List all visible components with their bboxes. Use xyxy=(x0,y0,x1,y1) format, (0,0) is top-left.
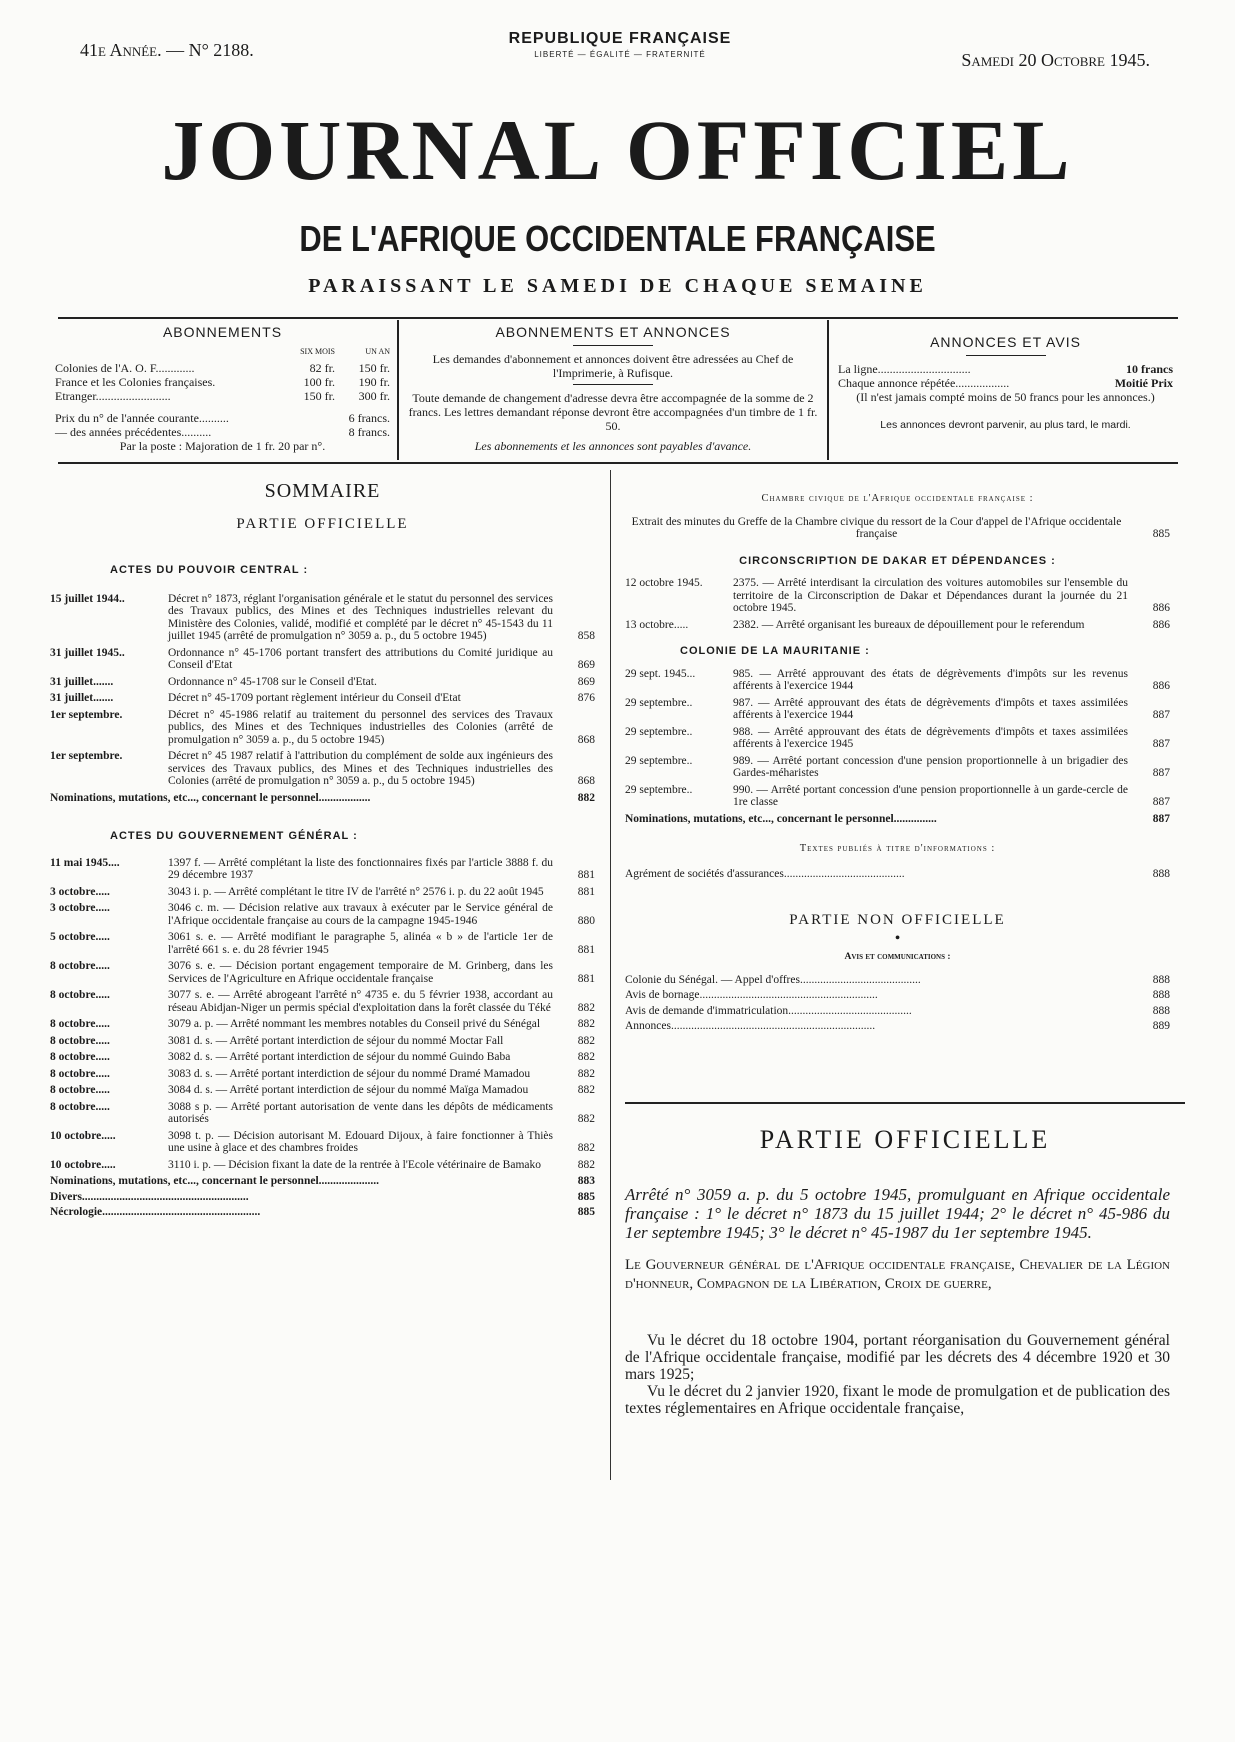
subscription-six-months: 100 fr. xyxy=(303,375,335,389)
entry-date: 31 juillet 1945.. xyxy=(50,646,125,659)
column-separator xyxy=(610,470,611,1480)
entry-page: 882 xyxy=(577,1158,595,1171)
subscription-one-year: 190 fr. xyxy=(358,375,390,389)
partie-officielle-heading: PARTIE OFFICIELLE xyxy=(236,515,409,532)
entry-page: 882 xyxy=(577,1113,595,1125)
entry-page: 881 xyxy=(577,943,595,956)
entry-text: 2382. — Arrêté organisant les bureaux de dépouillement pour le referendum xyxy=(733,618,1085,631)
sommaire-entry xyxy=(625,1020,1170,1033)
entry-date: 3 octobre..... xyxy=(50,885,110,898)
arrete-heading: Arrêté n° 3059 a. p. du 5 octobre 1945, promulguant en Afrique occidentale française : 1° le décret n° 1873 du 15 juillet 1944; 2° le décret n° 45-986 du 1er septembre 1945; 3° le décret n° 45-1987 du 1er septembre 1945. xyxy=(625,1185,1170,1242)
entry-date: 29 septembre.. xyxy=(625,696,693,709)
entry-page: 886 xyxy=(1152,618,1170,631)
republic-label: REPUBLIQUE FRANÇAISE xyxy=(508,30,732,47)
entry-page: 883 xyxy=(577,1175,595,1187)
sommaire-entry xyxy=(50,1068,595,1081)
sommaire-entry xyxy=(50,1130,595,1155)
journal-subtitle: DE L'AFRIQUE OCCIDENTALE FRANÇAISE xyxy=(299,218,936,259)
previous-price-row xyxy=(55,425,390,439)
vu-paragraph-2: Vu le décret du 2 janvier 1920, fixant le mode de promulgation et de publication des textes réglementaires en Afrique occidentale française, xyxy=(625,1383,1170,1417)
subscription-six-months: 82 fr. xyxy=(309,361,335,375)
change-address-text: Toute demande de changement d'adresse devra être accompagnée de la somme de 2 francs. Les lettres demandant réponse devront être accompagnées d'un timbre de 1 fr. 50. xyxy=(408,391,818,433)
entry-text: Décret n° 45-1709 portant règlement intérieur du Conseil d'Etat xyxy=(168,692,461,704)
subscription-one-year: 300 fr. xyxy=(358,389,390,403)
subscription-six-months: 150 fr. xyxy=(303,389,335,403)
subscription-region: Colonies de l'A. O. F............. xyxy=(55,361,195,375)
annonces-avis-title: ANNONCES ET AVIS xyxy=(930,334,1081,350)
abonnements-rows xyxy=(55,361,390,403)
subscription-address-text: Les demandes d'abonnement et annonces doivent être adressées au Chef de l'Imprimerie, à Rufisque. xyxy=(432,352,794,380)
previous-price-label: — des années précédentes.......... xyxy=(55,425,212,439)
entry-text: 3082 d. s. — Arrêté portant interdiction de séjour du nommé Guindo Baba xyxy=(168,1051,511,1063)
entry-text: 3098 t. p. — Décision autorisant M. Edouard Dijoux, à faire fonctionner à Thiès une usine à glace et des chambres froides xyxy=(168,1129,553,1154)
mauritanie-heading: COLONIE DE LA MAURITANIE : xyxy=(680,645,870,657)
right-column xyxy=(625,493,1170,1036)
title-underline xyxy=(966,355,1046,356)
entry-date: 31 juillet....... xyxy=(50,675,114,688)
entry-text: Agrément de sociétés d'assurances.......................................... xyxy=(625,867,905,880)
entry-text: Divers.......................................................... xyxy=(50,1190,249,1203)
entry-page: 888 xyxy=(1152,973,1170,986)
sommaire-entry xyxy=(50,886,595,899)
entry-text: Ordonnance n° 45-1706 portant transfert des attributions du Comité juridique au Conseil d'Etat xyxy=(168,646,553,671)
entry-date: 8 octobre..... xyxy=(50,1067,110,1080)
entry-page: 882 xyxy=(577,1084,595,1096)
chambre-civique-heading: Chambre civique de l'Afrique occidentale française : xyxy=(761,493,1034,504)
entry-page: 868 xyxy=(577,775,595,787)
entry-text: Avis de demande d'immatriculation........................................... xyxy=(625,1004,912,1017)
entry-page: 869 xyxy=(577,659,595,671)
entry-page: 882 xyxy=(577,1051,595,1063)
six-months-header: SIX MOIS xyxy=(300,347,335,356)
sommaire-entry xyxy=(625,989,1170,1002)
entry-page: 858 xyxy=(577,630,595,642)
sommaire-entry xyxy=(50,989,595,1014)
avis-heading: Avis et communications : xyxy=(844,952,951,962)
one-year-header: UN AN xyxy=(365,347,390,356)
subscription-region: France et les Colonies françaises. xyxy=(55,375,216,389)
entry-date: 5 octobre..... xyxy=(50,931,110,943)
entry-text: Décret n° 45 1987 relatif à l'attribution du complément de solde aux ingénieurs des services des Travaux publics, des Mines et des Techniques industrielles des Colonies (arrêté de promulgation n° 3059 a. p., du 5 octobre 1945) xyxy=(168,750,553,787)
pouvoir-nominations-row xyxy=(50,792,595,805)
entry-date: 10 octobre..... xyxy=(50,1158,116,1171)
entry-date: 15 juillet 1944.. xyxy=(50,592,125,605)
entry-text: Décret n° 45-1986 relatif au traitement du personnel des services des Travaux publics, des Mines et des Techniques industrielles des Colonies (arrêté de promulgation n° 3059 a. p., du 5 octobre 1945) xyxy=(168,708,553,746)
entry-text: Colonie du Sénégal. — Appel d'offres.......................................... xyxy=(625,973,921,986)
entry-page: 885 xyxy=(1152,528,1170,540)
sommaire-entry xyxy=(625,697,1170,722)
entry-text: 1397 f. — Arrêté complétant la liste des fonctionnaires fixés par l'article 3888 f. du 29 décembre 1937 xyxy=(168,856,553,881)
line-price-label: La ligne............................... xyxy=(838,362,971,376)
entry-page: 887 xyxy=(1152,709,1170,721)
sommaire-entry xyxy=(50,1159,595,1172)
sommaire-entry xyxy=(50,960,595,985)
journal-title: JOURNAL OFFICIEL xyxy=(161,102,1074,198)
abonnements-title: ABONNEMENTS xyxy=(162,324,283,340)
entry-page: 886 xyxy=(1152,602,1170,614)
entry-page: 881 xyxy=(577,972,595,985)
sommaire-entry xyxy=(50,593,595,643)
bottom-rule xyxy=(58,462,1178,464)
sommaire-entry xyxy=(625,755,1170,780)
entry-page: 882 xyxy=(577,1067,595,1080)
entry-date: 29 septembre.. xyxy=(625,754,693,767)
entry-page: 887 xyxy=(1152,812,1170,825)
republic-block xyxy=(470,30,770,59)
entry-text: Ordonnance n° 45-1708 sur le Conseil d'Etat. xyxy=(168,675,377,688)
mauritanie-list xyxy=(625,668,1170,809)
entry-date: 13 octobre..... xyxy=(625,618,689,631)
abonnements-header-row xyxy=(55,345,390,359)
entry-date: 8 octobre..... xyxy=(50,960,110,972)
entry-text: Nominations, mutations, etc..., concernant le personnel..................... xyxy=(50,1175,380,1187)
publication-frequency: PARAISSANT LE SAMEDI DE CHAQUE SEMAINE xyxy=(308,275,927,297)
entry-text: Décret n° 1873, réglant l'organisation générale et le statut du personnel des services des Travaux publics, des Mines et des Techniques industrielles relevant du Ministère des Colonies, validé, modifié et complété par le décret n° 45-1543 du 11 juillet 1945 (arrêté de promulgation n° 3059 a. p., du 5 octobre 1945) xyxy=(168,592,553,642)
sommaire-entry xyxy=(50,931,595,956)
repeat-price-row xyxy=(838,376,1173,390)
issue-date: Samedi 20 Octobre 1945. xyxy=(961,50,1150,70)
entry-date: 29 septembre.. xyxy=(625,783,693,796)
bullet-mark: • xyxy=(894,929,901,947)
sommaire-entry xyxy=(625,1005,1170,1018)
gouvernement-general-heading: ACTES DU GOUVERNEMENT GÉNÉRAL : xyxy=(110,830,358,842)
sommaire-entry xyxy=(50,709,595,747)
entry-page: 887 xyxy=(1152,738,1170,750)
entry-date: 12 octobre 1945. xyxy=(625,577,703,589)
sommaire-entry xyxy=(50,647,595,672)
gouvernement-tail-list xyxy=(50,1175,595,1219)
entry-date: 31 juillet....... xyxy=(50,692,114,704)
entry-page: 880 xyxy=(577,914,595,927)
sommaire-entry xyxy=(625,784,1170,809)
entry-text: Avis de bornage.............................................................. xyxy=(625,989,878,1001)
entry-page: 886 xyxy=(1152,680,1170,692)
pouvoir-central-heading: ACTES DU POUVOIR CENTRAL : xyxy=(110,564,309,576)
divider-line xyxy=(573,384,653,385)
entry-text: Nominations, mutations, etc..., concernant le personnel.................. xyxy=(50,791,371,804)
entry-date: 8 octobre..... xyxy=(50,989,110,1001)
entry-text: 3084 d. s. — Arrêté portant interdiction de séjour du nommé Maïga Mamadou xyxy=(168,1084,529,1096)
entry-date: 29 sept. 1945... xyxy=(625,667,696,680)
entry-page: 885 xyxy=(577,1190,595,1203)
entry-text: Annonces....................................................................... xyxy=(625,1020,876,1032)
repeat-price-label: Chaque annonce répétée.................. xyxy=(838,376,1010,390)
entry-text: 989. — Arrêté portant concession d'une pension proportionnelle à un brigadier des Gardes-méharistes xyxy=(733,754,1128,779)
entry-text: Extrait des minutes du Greffe de la Chambre civique du ressort de la Cour d'appel de l'Afrique occidentale française xyxy=(631,515,1122,540)
abonnements-box xyxy=(55,325,390,453)
sommaire-entry xyxy=(50,1206,595,1219)
entry-date: 1er septembre. xyxy=(50,708,123,721)
sommaire-entry xyxy=(50,676,595,689)
entry-page: 881 xyxy=(577,885,595,898)
line-price-row xyxy=(838,362,1173,376)
dakar-list xyxy=(625,577,1170,631)
entry-page: 869 xyxy=(577,675,595,688)
entry-text: 3079 a. p. — Arrêté nommant les membres notables du Conseil privé du Sénégal xyxy=(168,1018,541,1030)
entry-page: 868 xyxy=(577,733,595,746)
entry-text: 988. — Arrêté approuvant des états de dégrèvements d'impôts et taxes assimilées afférents à l'exercice 1945 xyxy=(733,725,1128,750)
textes-entry xyxy=(625,868,1170,881)
sommaire-entry xyxy=(50,1035,595,1048)
entry-text: 987. — Arrêté approuvant des états de dégrèvements d'impôts et taxes assimilées afférents à l'exercice 1944 xyxy=(733,696,1128,721)
entry-date: 10 octobre..... xyxy=(50,1129,116,1142)
entry-date: 8 octobre..... xyxy=(50,1018,110,1030)
entry-date: 11 mai 1945.... xyxy=(50,856,120,869)
price-value: 6 francs. xyxy=(348,411,390,425)
entry-page: 882 xyxy=(577,1018,595,1030)
sommaire-entry xyxy=(625,668,1170,693)
abonnements-annonces-title: ABONNEMENTS ET ANNONCES xyxy=(495,324,731,340)
mauritanie-nominations-row xyxy=(625,813,1170,826)
previous-price-value: 8 francs. xyxy=(348,425,390,439)
avis-list xyxy=(625,974,1170,1033)
entry-text: 3061 s. e. — Arrêté modifiant le paragraphe 5, alinéa « b » de l'article 1er de l'arrêté 661 s. e. du 28 février 1945 xyxy=(168,931,553,956)
top-rule xyxy=(58,317,1178,319)
entry-text: 3083 d. s. — Arrêté portant interdiction de séjour du nommé Dramé Mamadou xyxy=(168,1067,531,1080)
entry-date: 8 octobre..... xyxy=(50,1051,110,1063)
sommaire-entry xyxy=(50,902,595,927)
vu-paragraphs xyxy=(625,1332,1170,1417)
entry-date: 29 septembre.. xyxy=(625,725,693,738)
entry-text: 3043 i. p. — Arrêté complétant le titre IV de l'arrêté n° 2576 i. p. du 22 août 1945 xyxy=(168,885,544,898)
subscription-row xyxy=(55,389,390,403)
chambre-civique-entry xyxy=(625,516,1170,541)
entry-text: 2375. — Arrêté interdisant la circulation des voitures automobiles sur l'ensemble du territoire de la Circonscription de Dakar et Dépendances durant la journée du 21 octobre 1945. xyxy=(733,577,1128,614)
sommaire-entry xyxy=(50,1191,595,1204)
post-surcharge: Par la poste : Majoration de 1 fr. 20 par n°. xyxy=(119,439,326,453)
sommaire-column xyxy=(50,480,595,1222)
section-rule xyxy=(625,1102,1185,1104)
entry-date: 1er septembre. xyxy=(50,750,123,762)
sommaire-entry xyxy=(625,974,1170,987)
sommaire-entry xyxy=(50,692,595,705)
repeat-price-value: Moitié Prix xyxy=(1114,376,1173,390)
entry-text: 3046 c. m. — Décision relative aux travaux à exécuter par le Service général de l'Afrique occidentale française au cours de la campagne 1945-1946 xyxy=(168,902,553,927)
issue-number: 41e Année. — N° 2188. xyxy=(80,40,254,60)
entry-text: Nécrologie....................................................... xyxy=(50,1206,261,1218)
title-underline xyxy=(573,345,653,346)
box-separator-2 xyxy=(827,320,829,460)
price-row xyxy=(55,411,390,425)
line-price-value: 10 francs xyxy=(1126,362,1173,376)
sommaire-entry xyxy=(50,1084,595,1097)
sommaire-entry xyxy=(625,619,1170,632)
annonces-avis-box xyxy=(838,325,1173,432)
gouverneur-intro: Le Gouverneur général de l'Afrique occidentale française, Chevalier de la Légion d'honneur, Compagnon de la Libération, Croix de guerre, xyxy=(625,1257,1170,1292)
box-separator-1 xyxy=(397,320,399,460)
partie-non-officielle-heading: PARTIE NON OFFICIELLE xyxy=(789,912,1006,928)
entry-page: 882 xyxy=(577,791,595,804)
entry-page: 888 xyxy=(1152,867,1170,880)
sommaire-entry xyxy=(50,1175,595,1188)
deadline-note: Les annonces devront parvenir, au plus tard, le mardi. xyxy=(880,419,1131,431)
sommaire-entry xyxy=(50,1051,595,1064)
entry-page: 889 xyxy=(1152,1020,1170,1032)
entry-text: Nominations, mutations, etc..., concernant le personnel............... xyxy=(625,812,937,825)
entry-page: 882 xyxy=(577,1034,595,1047)
entry-page: 885 xyxy=(577,1206,595,1218)
entry-page: 881 xyxy=(577,869,595,881)
sommaire-entry xyxy=(50,1018,595,1031)
entry-page: 882 xyxy=(577,1142,595,1154)
entry-date: 8 octobre..... xyxy=(50,1084,110,1096)
sommaire-entry xyxy=(50,857,595,882)
sommaire-entry xyxy=(625,577,1170,615)
entry-page: 882 xyxy=(577,1001,595,1014)
sommaire-entry xyxy=(50,750,595,788)
gouvernement-general-list xyxy=(50,857,595,1172)
entry-page: 887 xyxy=(1152,767,1170,779)
pouvoir-central-list xyxy=(50,593,595,788)
subscription-one-year: 150 fr. xyxy=(358,361,390,375)
subscription-row xyxy=(55,375,390,389)
entry-page: 888 xyxy=(1152,989,1170,1001)
entry-text: 3110 i. p. — Décision fixant la date de la rentrée à l'Ecole vétérinaire de Bamako xyxy=(168,1158,542,1171)
sommaire-entry xyxy=(625,726,1170,751)
entry-text: 3081 d. s. — Arrêté portant interdiction de séjour du nommé Moctar Fall xyxy=(168,1034,504,1047)
entry-text: 990. — Arrêté portant concession d'une pension proportionnelle à un garde-cercle de 1re classe xyxy=(733,783,1128,808)
entry-text: 3077 s. e. — Arrêté abrogeant l'arrêté n° 4735 e. du 5 février 1938, accordant au réseau Abidjan-Niger un permis spécial d'exploitation dans la forêt classée du Téké xyxy=(168,989,553,1014)
entry-text: 985. — Arrêté approuvant des états de dégrèvements d'impôts sur les revenus afférents à l'exercice 1944 xyxy=(733,667,1128,692)
abonnements-annonces-box xyxy=(407,325,819,453)
sommaire-title: SOMMAIRE xyxy=(264,480,381,502)
textes-heading: Textes publiés à titre d'informations : xyxy=(799,843,996,854)
entry-date: 8 octobre..... xyxy=(50,1100,110,1113)
dakar-heading: CIRCONSCRIPTION DE DAKAR ET DÉPENDANCES : xyxy=(739,554,1056,567)
vu-paragraph-1: Vu le décret du 18 octobre 1904, portant réorganisation du Gouvernement général de l'Afrique occidentale française, modifié par les décrets des 4 décembre 1920 et 30 mars 1925; xyxy=(625,1332,1170,1383)
entry-date: 3 octobre..... xyxy=(50,902,110,914)
price-label: Prix du n° de l'année courante.......... xyxy=(55,411,229,425)
entry-page: 876 xyxy=(577,692,595,704)
sommaire-entry xyxy=(50,1101,595,1126)
entry-text: 3088 s p. — Arrêté portant autorisation de vente dans les dépôts de médicaments autorisés xyxy=(168,1100,553,1125)
minimum-note: (Il n'est jamais compté moins de 50 francs pour les annonces.) xyxy=(856,390,1155,404)
subscription-region: Etranger......................... xyxy=(55,389,171,403)
entry-text: 3076 s. e. — Décision portant engagement temporaire de M. Grinberg, dans les Services de l'Agriculture en Afrique occidentale française xyxy=(168,960,553,985)
partie-officielle-title: PARTIE OFFICIELLE xyxy=(759,1125,1051,1154)
payment-note: Les abonnements et les annonces sont payables d'avance. xyxy=(474,439,752,453)
subscription-row xyxy=(55,361,390,375)
entry-page: 887 xyxy=(1152,796,1170,808)
republic-motto: LIBERTÉ — ÉGALITÉ — FRATERNITÉ xyxy=(534,50,706,59)
entry-page: 888 xyxy=(1152,1004,1170,1017)
entry-date: 8 octobre..... xyxy=(50,1034,110,1047)
